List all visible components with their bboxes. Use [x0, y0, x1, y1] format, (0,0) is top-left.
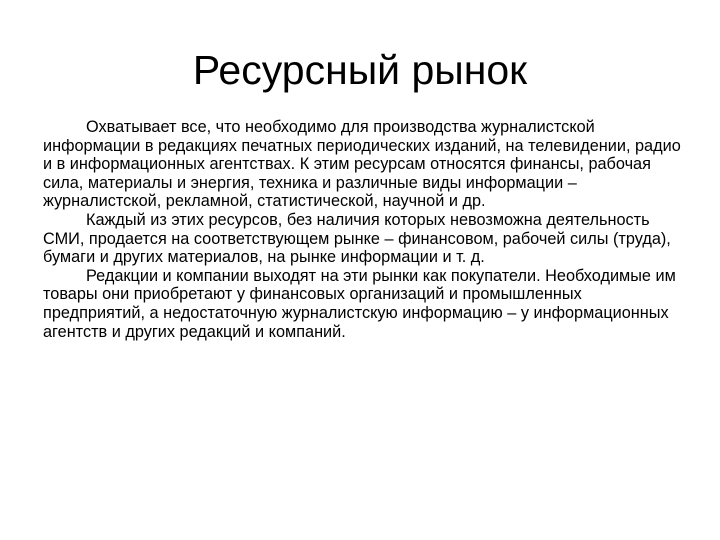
paragraph-resources-definition: Охватывает все, что необходимо для производства журналистской информации в редакциях печатных периодических изданий, на телевидении, радио и в информационных агентствах. К этим ресурсам относятся финансы, рабочая сила, материалы и энергия, техника и различные виды информации – журналистской, рекламной, статистической, научной и др. — [43, 118, 681, 211]
slide-title: Ресурсный рынок — [192, 47, 528, 93]
slide-body — [43, 118, 683, 341]
paragraph-resource-markets: Каждый из этих ресурсов, без наличия которых невозможна деятельность СМИ, продается на соответствующем рынке – финансовом, рабочей силы (труда), бумаги и других материалов, на рынке информации и т. д. — [43, 210, 671, 267]
paragraph-buyers: Редакции и компании выходят на эти рынки как покупатели. Необходимые им товары они приобретают у финансовых организаций и промышленных предприятий, а недостаточную журналистскую информацию – у информационных агентств и других редакций и компаний. — [43, 266, 676, 341]
